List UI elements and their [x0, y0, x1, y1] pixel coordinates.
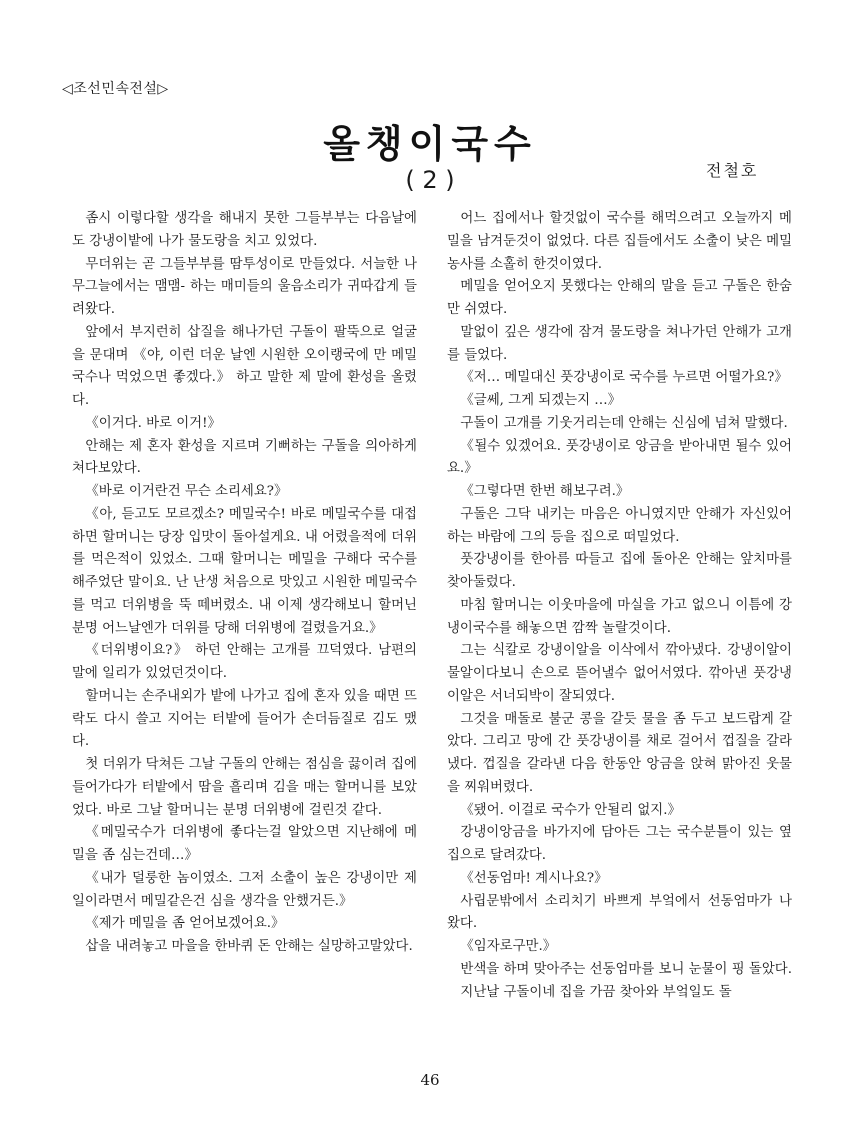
paragraph: 《글쎄, 그게 되겠는지 …》 [460, 393, 622, 408]
paragraph: 할머니는 손주내외가 밭에 나가고 집에 혼자 있을 때면 뜨락도 다시 쓸고 지어는 터밭에 들어가 손더듬질로 김도 맸다. [72, 688, 417, 750]
story-title: 올챙이국수 [323, 122, 537, 166]
paragraph: 어느 집에서나 할것없이 국수를 해먹으려고 오늘까지 메밀을 남겨둔것이 없었다. 다른 집들에서도 소출이 낮은 메밀농사를 소홀히 한것이였다. [447, 211, 792, 272]
paragraph: 좀시 이렇다할 생각을 해내지 못한 그들부부는 다음날에도 강냉이밭에 나가 물도랑을 치고 있었다. [72, 211, 417, 249]
series-label: ◁조선민속전설▷ [62, 81, 169, 97]
paragraph: 《바로 이거란건 무슨 소리세요?》 [85, 484, 288, 499]
paragraph: 그는 식칼로 강냉이알을 이삭에서 깎아냈다. 강냉이알이 물알이다보니 손으로 뜯어낼수 없어서였다. 깎아낸 풋강냉이알은 서너되박이 잘되였다. [447, 643, 792, 704]
paragraph: 첫 더위가 닥쳐든 그날 구돌의 안해는 점심을 끓이려 집에 들어가다가 터밭에서 땀을 흘리며 김을 매는 할머니를 보았었다. 바로 그날 할머니는 분명 더위병에 걸린것 같다. [72, 757, 417, 818]
paragraph: 풋강냉이를 한아름 따들고 집에 돌아온 안해는 앞치마를 찾아둘렀다. [447, 552, 792, 590]
paragraph: 《임자로구만.》 [460, 939, 557, 954]
author-name: 전철호 [706, 161, 759, 180]
paragraph: 《더위병이요?》 하던 안해는 고개를 끄덕였다. 남편의 말에 일리가 있었던것이다. [72, 643, 417, 681]
paragraph: 메밀을 얻어오지 못했다는 안해의 말을 듣고 구돌은 한숨만 쉬였다. [447, 279, 792, 317]
paragraph: 안해는 제 혼자 환성을 지르며 기뻐하는 구돌을 의아하게 쳐다보았다. [72, 438, 417, 477]
page-number: 46 [420, 1071, 440, 1089]
paragraph: 《저… 메밀대신 풋강냉이로 국수를 누르면 어떨가요?》 [460, 370, 788, 386]
paragraph: 반색을 하며 맞아주는 선동엄마를 보니 눈물이 핑 돌았다. [460, 961, 792, 977]
paragraph: 구돌은 그닥 내키는 마음은 아니였지만 안해가 자신있어하는 바람에 그의 등을 집으로 떠밀었다. [447, 506, 792, 545]
paragraph: 《제가 메밀을 좀 얻어보겠어요.》 [85, 916, 285, 932]
left-column [72, 208, 417, 959]
paragraph: 《아, 듣고도 모르겠소? 메밀국수! 바로 메밀국수를 대접하면 할머니는 당장 입맛이 돌아설게요. 내 어렸을적에 더위를 먹은적이 있었소. 그때 할머니는 메밀을 구해다 국수를 해주었단 말이요. 난 난생 처음으로 맛있고 시원한 메밀국수를 먹고 더위병을 뚝 떼버렸소. 내 이제 생각해보니 할머닌 분명 어느날엔가 더위를 당해 더위병에 걸렸을거요.》 [72, 506, 417, 636]
paragraph: 그것을 매돌로 불군 콩을 갈듯 물을 좀 두고 보드랍게 갈았다. 그리고 망에 간 풋강냉이를 채로 걸어서 껍질을 갈라냈다. 껍질을 갈라낸 다음 한동안 앙금을 앉혀 맑아진 웃물을 찌워버렸다. [447, 711, 792, 795]
paragraph: 구돌이 고개를 기웃거리는데 안해는 신심에 넘쳐 말했다. [460, 415, 788, 431]
paragraph: 지난날 구돌이네 집을 가끔 찾아와 부엌일도 돌 [460, 984, 732, 1000]
right-column [447, 208, 792, 1004]
paragraph: 《이거다. 바로 이거!》 [85, 415, 221, 431]
paragraph: 《선동엄마! 계시나요?》 [460, 870, 608, 886]
paragraph: 마침 할머니는 이웃마을에 마실을 가고 없으니 이틈에 강냉이국수를 해놓으면 깜짝 놀랄것이다. [447, 597, 792, 636]
paragraph: 《됐어. 이걸로 국수가 안될리 없지.》 [460, 802, 681, 818]
paragraph: 말없이 깊은 생각에 잠겨 물도랑을 쳐나가던 안해가 고개를 들었다. [447, 324, 792, 363]
paragraph: 강냉이앙금을 바가지에 담아든 그는 국수분틀이 있는 옆집으로 달려갔다. [447, 825, 792, 863]
paragraph: 사립문밖에서 소리치기 바쁘게 부엌에서 선동엄마가 나왔다. [447, 893, 792, 932]
part-number: ( 2 ) [405, 166, 455, 194]
paragraph: 《내가 덜룽한 놈이였소. 그저 소출이 높은 강냉이만 제일이라면서 메밀같은건 심을 생각을 안했거든.》 [72, 870, 417, 909]
paragraph: 《될수 있겠어요. 풋강냉이로 앙금을 받아내면 될수 있어요.》 [447, 438, 792, 477]
paragraph: 삽을 내려놓고 마을을 한바퀴 돈 안해는 실망하고말았다. [85, 939, 413, 954]
paragraph: 《그렇다면 한번 해보구려.》 [460, 484, 630, 499]
paragraph: 무더위는 곧 그들부부를 땀투성이로 만들었다. 서늘한 나무그늘에서는 맴맴- 하는 매미들의 울음소리가 귀따갑게 들려왔다. [72, 256, 417, 317]
paragraph: 앞에서 부지런히 삽질을 해나가던 구돌이 팔뚝으로 얼굴을 문대며 《야, 이런 더운 날엔 시원한 오이랭국에 만 메밀국수나 먹었으면 좋겠다.》 하고 말한 제 말에 환성을 올렸다. [72, 324, 417, 408]
paragraph: 《메밀국수가 더위병에 좋다는걸 알았으면 지난해에 메밀을 좀 심는건데…》 [72, 825, 417, 863]
